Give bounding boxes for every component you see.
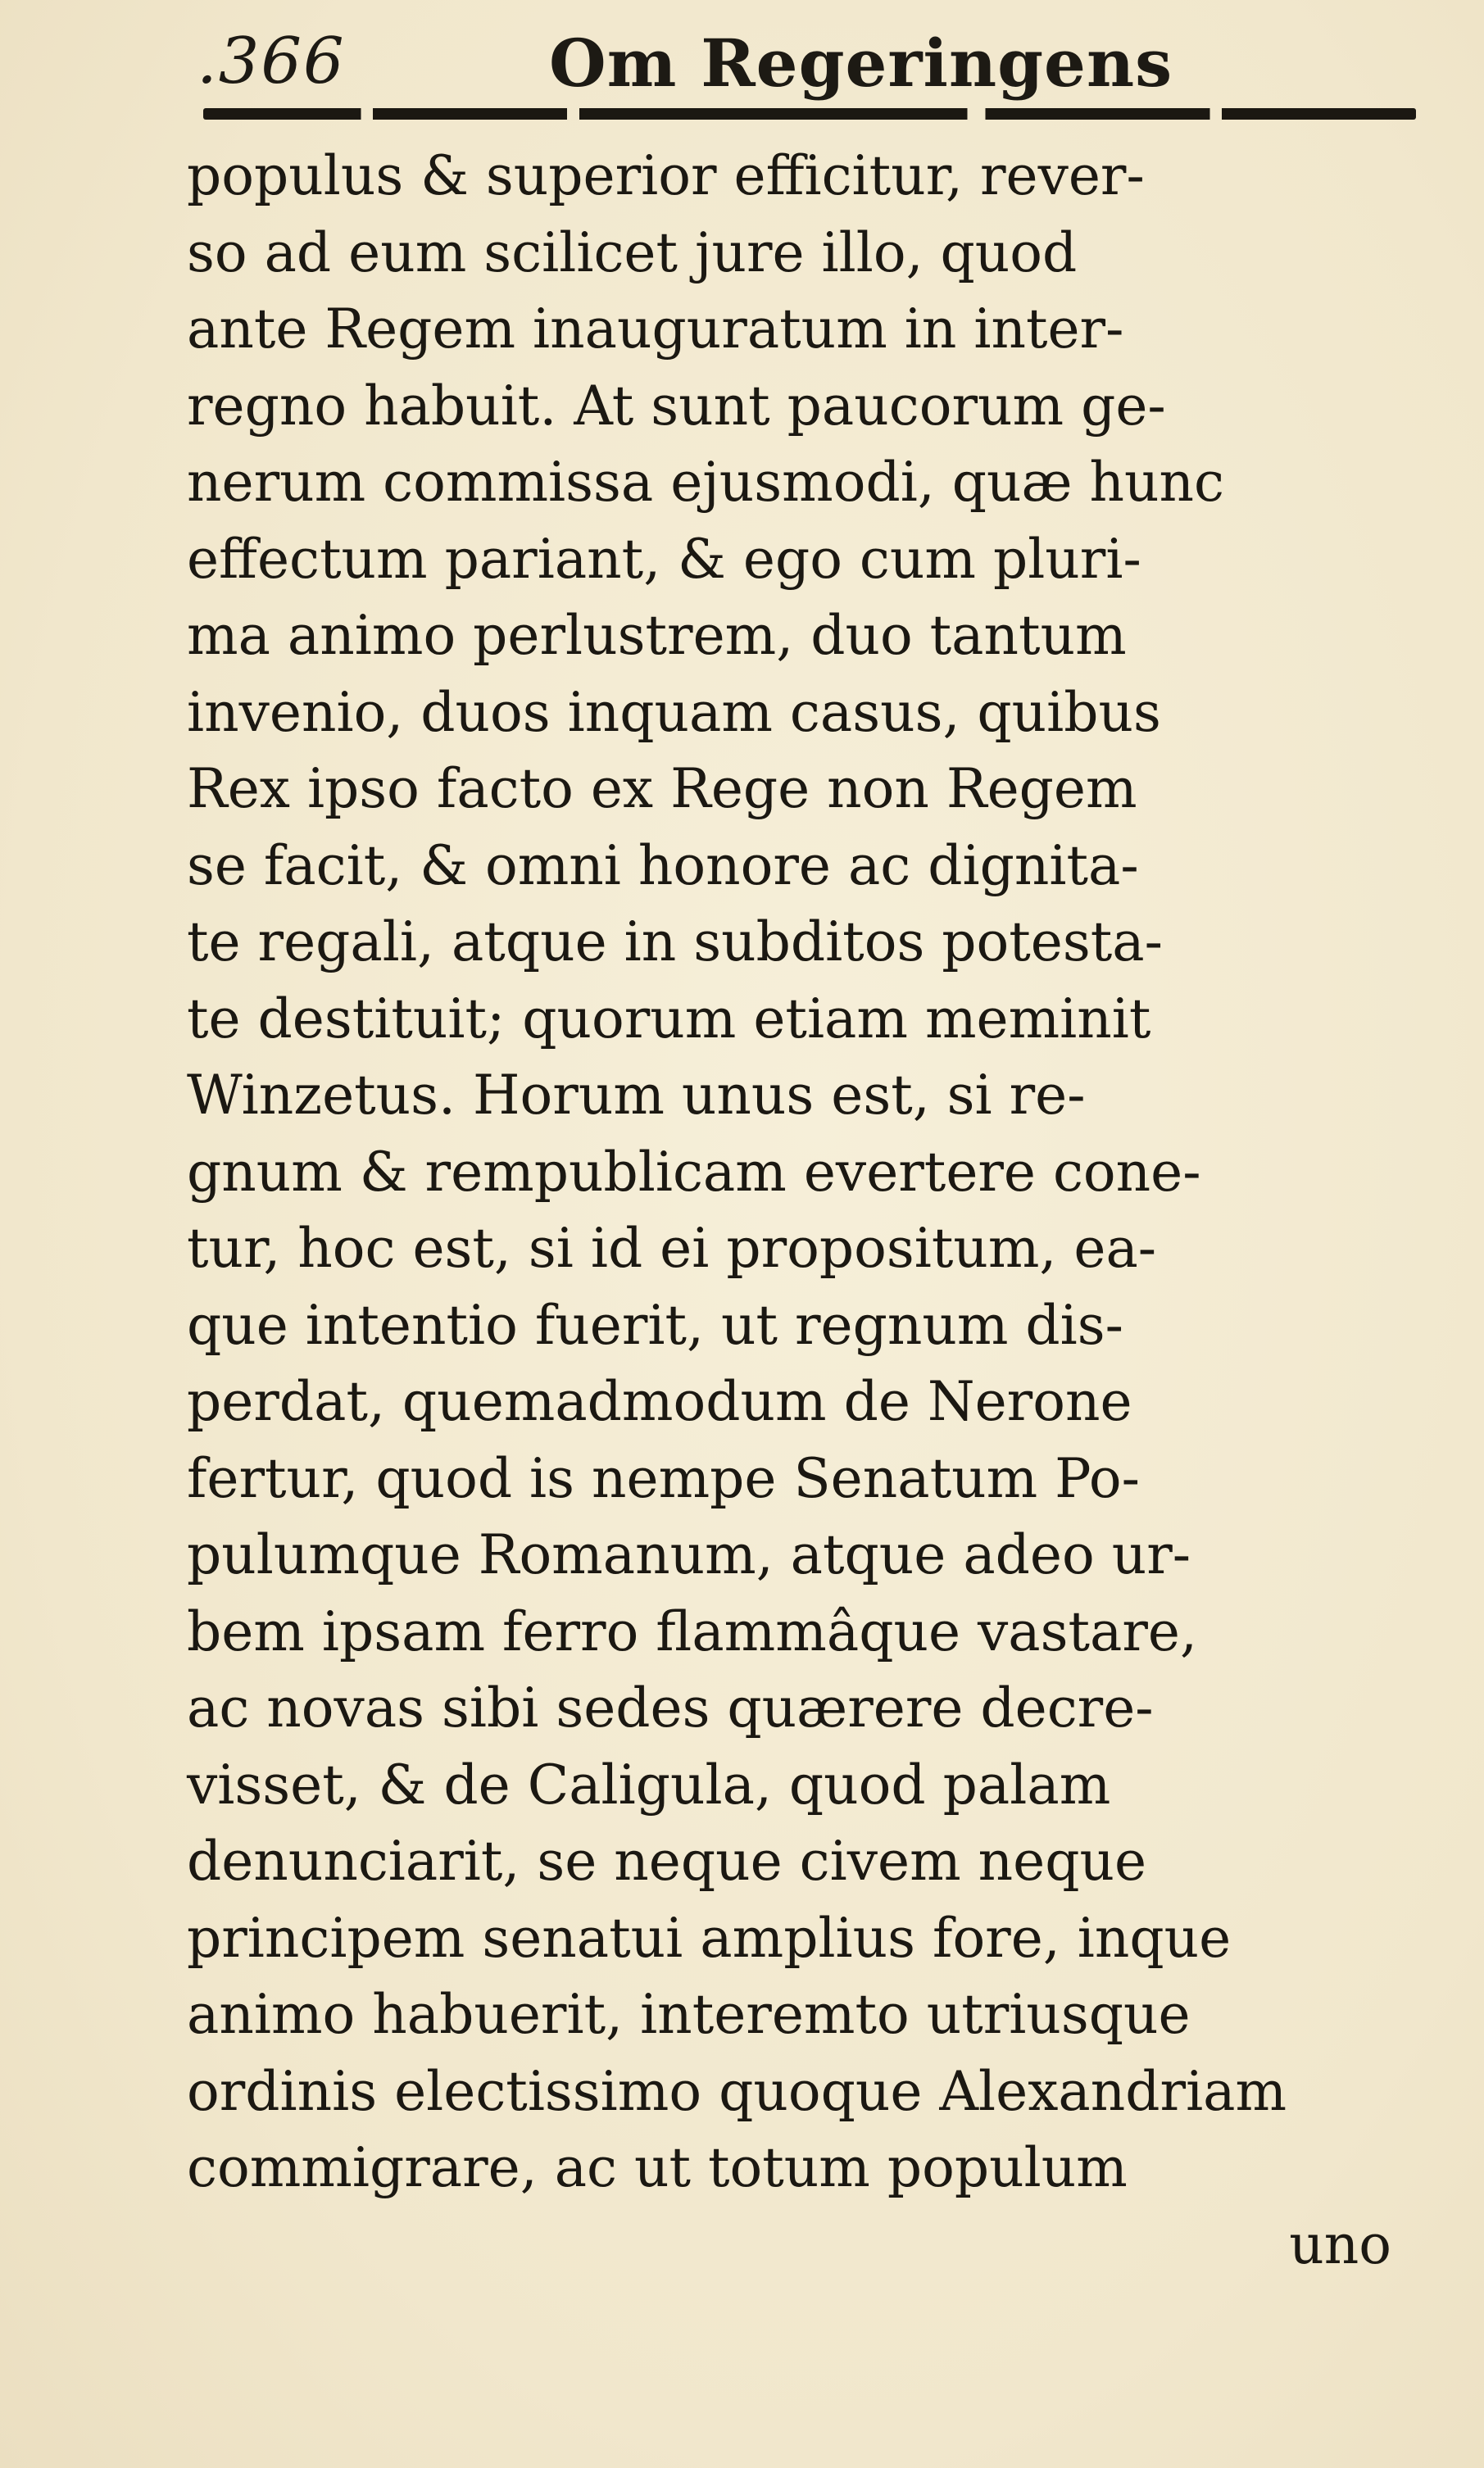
text-line: bem ipsam ferro flammâque vastare,: [187, 1599, 1197, 1663]
text-line: populus & superior efficitur, rever-: [187, 144, 1145, 207]
text-line: que intentio fuerit, ut regnum dis-: [187, 1293, 1123, 1357]
page-number: .366: [197, 25, 346, 98]
text-line: denunciarit, se neque civem neque: [187, 1830, 1147, 1893]
text-line: pulumque Romanum, atque adeo ur-: [187, 1523, 1191, 1586]
text-line: animo habuerit, interemto utriusque: [187, 1983, 1191, 2046]
text-line: principem senatui amplius fore, inque: [187, 1906, 1232, 1970]
header-rule: [203, 108, 1416, 120]
text-line: ma animo perlustrem, duo tantum: [187, 604, 1127, 667]
text-line: ordinis electissimo quoque Alexandriam: [187, 2059, 1287, 2123]
text-line: tur, hoc est, si id ei propositum, ea-: [187, 1217, 1157, 1280]
text-line: commigrare, ac ut totum populum: [187, 2136, 1128, 2199]
text-line: regno habuit. At sunt paucorum ge-: [187, 374, 1166, 438]
text-line: nerum commissa ejusmodi, quæ hunc: [187, 451, 1225, 514]
page-header: [197, 18, 1426, 108]
body-text: [187, 138, 1416, 2283]
text-line: fertur, quod is nempe Senatum Po-: [187, 1446, 1140, 1510]
text-line: invenio, duos inquam casus, quibus: [187, 680, 1161, 744]
text-line: ac novas sibi sedes quærere decre-: [187, 1676, 1154, 1740]
text-line: visset, & de Caligula, quod palam: [187, 1753, 1111, 1817]
text-line: se facit, & omni honore ac dignita-: [187, 833, 1139, 897]
text-line: ante Regem inauguratum in inter-: [187, 297, 1124, 361]
catchword: uno: [1289, 2212, 1391, 2276]
text-line: Winzetus. Horum unus est, si re-: [187, 1064, 1086, 1127]
text-line: perdat, quemadmodum de Nerone: [187, 1370, 1132, 1433]
text-line: gnum & rempublicam evertere cone-: [187, 1140, 1201, 1204]
text-line: Rex ipso facto ex Rege non Regem: [187, 757, 1137, 820]
text-line: so ad eum scilicet jure illo, quod: [187, 220, 1078, 284]
running-head: Om Regeringens: [549, 25, 1173, 102]
text-line: te regali, atque in subditos potesta-: [187, 910, 1163, 973]
text-line: te destituit; quorum etiam meminit: [187, 987, 1151, 1050]
text-line: effectum pariant, & ego cum pluri-: [187, 527, 1141, 591]
